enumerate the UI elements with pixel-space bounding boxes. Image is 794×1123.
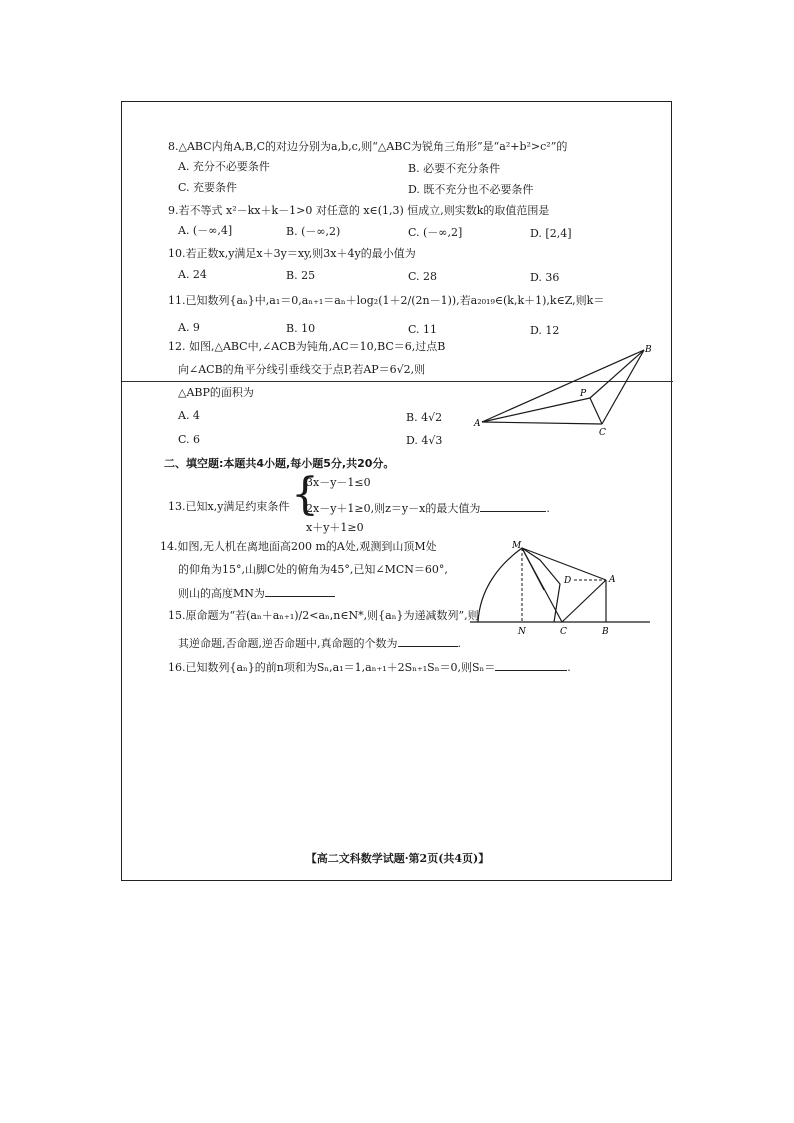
q10-stem: 10.若正数x,y满足x＋3y＝xy,则3x＋4y的最小值为	[168, 247, 416, 260]
q15-line2: 其逆命题,否命题,逆否命题中,真命题的个数为 .	[178, 637, 461, 650]
q16-answer-blank[interactable]	[495, 659, 567, 671]
q9-option-a: A. (－∞,4]	[178, 224, 233, 237]
q12-option-d: D. 4√3	[406, 434, 443, 447]
q12-option-c: C. 6	[178, 433, 201, 446]
q11-option-d: D. 12	[530, 324, 560, 337]
q12-option-a: A. 4	[178, 409, 200, 422]
q8-option-c: C. 充要条件	[178, 181, 238, 194]
q9-stem: 9.若不等式 x²－kx＋k－1>0 对任意的 x∈(1,3) 恒成立,则实数k的取值范围是	[168, 204, 550, 217]
q12-line2: 向∠ACB的角平分线引垂线交于点P,若AP＝6√2,则	[178, 363, 426, 376]
q10-option-d: D. 36	[530, 271, 560, 284]
q15-line1: 15.原命题为“若(aₙ＋aₙ₊₁)/2<aₙ,n∈N*,则{aₙ}为递减数列”,则	[168, 609, 479, 622]
q14-answer-blank[interactable]	[265, 585, 335, 597]
q14-label-b: B	[602, 627, 609, 637]
q8-stem: 8.△ABC内角A,B,C的对边分别为a,b,c,则“△ABC为锐角三角形”是“a²+b²>c²”的	[168, 140, 568, 153]
q11-option-c: C. 11	[408, 323, 438, 336]
q14-label-a: A	[609, 575, 616, 585]
q14-mountain-figure	[470, 538, 650, 638]
q9-option-b: B. (－∞,2)	[286, 225, 341, 238]
q8-option-b: B. 必要不充分条件	[408, 162, 501, 175]
q13-brace: {	[291, 469, 319, 520]
q10-option-c: C. 28	[408, 270, 438, 283]
q12-label-c: C	[599, 428, 606, 438]
q14-label-n: N	[518, 627, 526, 637]
q16-stem: 16.已知数列{aₙ}的前n项和为Sₙ,a₁＝1,aₙ₊₁＋2Sₙ₊₁Sₙ＝0,则Sₙ＝ .	[168, 661, 571, 674]
q13-answer-blank[interactable]	[480, 500, 546, 512]
q8-option-d: D. 既不充分也不必要条件	[408, 183, 534, 196]
q12-line1: 12. 如图,△ABC中,∠ACB为钝角,AC＝10,BC＝6,过点B	[168, 340, 446, 353]
q14-line2: 的仰角为15°,山脚C处的俯角为45°,已知∠MCN＝60°,	[178, 563, 448, 576]
q11-option-a: A. 9	[178, 321, 200, 334]
q12-option-b: B. 4√2	[406, 411, 443, 424]
q13-constraint-1: 3x－y－1≤0	[306, 476, 371, 489]
q10-option-a: A. 24	[178, 268, 207, 281]
q13-constraint-2: 2x－y＋1≥0,则z＝y－x的最大值为 .	[306, 502, 550, 515]
q15-answer-blank[interactable]	[398, 635, 458, 647]
exam-page	[121, 101, 672, 881]
q14-label-m: M	[512, 541, 522, 551]
q9-option-d: D. [2,4]	[530, 227, 572, 240]
q12-triangle-figure	[472, 340, 652, 440]
page-footer: 【高二文科数学试题·第2页(共4页)】	[305, 852, 490, 865]
q13-constraint-3: x＋y＋1≥0	[306, 521, 364, 534]
section2-heading: 二、填空题:本题共4小题,每小题5分,共20分。	[164, 457, 395, 470]
q8-option-a: A. 充分不必要条件	[178, 160, 270, 173]
q9-option-c: C. (－∞,2]	[408, 226, 463, 239]
q13-prefix: 13.已知x,y满足约束条件	[168, 500, 290, 513]
q14-line3: 则山的高度MN为	[178, 585, 335, 601]
q12-label-b: B	[645, 345, 652, 355]
q11-option-b: B. 10	[286, 322, 316, 335]
q10-option-b: B. 25	[286, 269, 316, 282]
q12-label-a: A	[474, 419, 481, 429]
q14-line1: 14.如图,无人机在离地面高200 m的A处,观测到山顶M处	[160, 540, 437, 553]
q12-label-p: P	[580, 389, 587, 399]
q12-line3: △ABP的面积为	[178, 386, 254, 399]
q14-label-d: D	[564, 576, 572, 586]
q11-stem: 11.已知数列{aₙ}中,a₁＝0,aₙ₊₁＝aₙ＋log₂(1＋2/(2n－1)),若a₂₀₁₉∈(k,k＋1),k∈Z,则k＝	[168, 294, 605, 307]
q14-label-c: C	[560, 627, 567, 637]
